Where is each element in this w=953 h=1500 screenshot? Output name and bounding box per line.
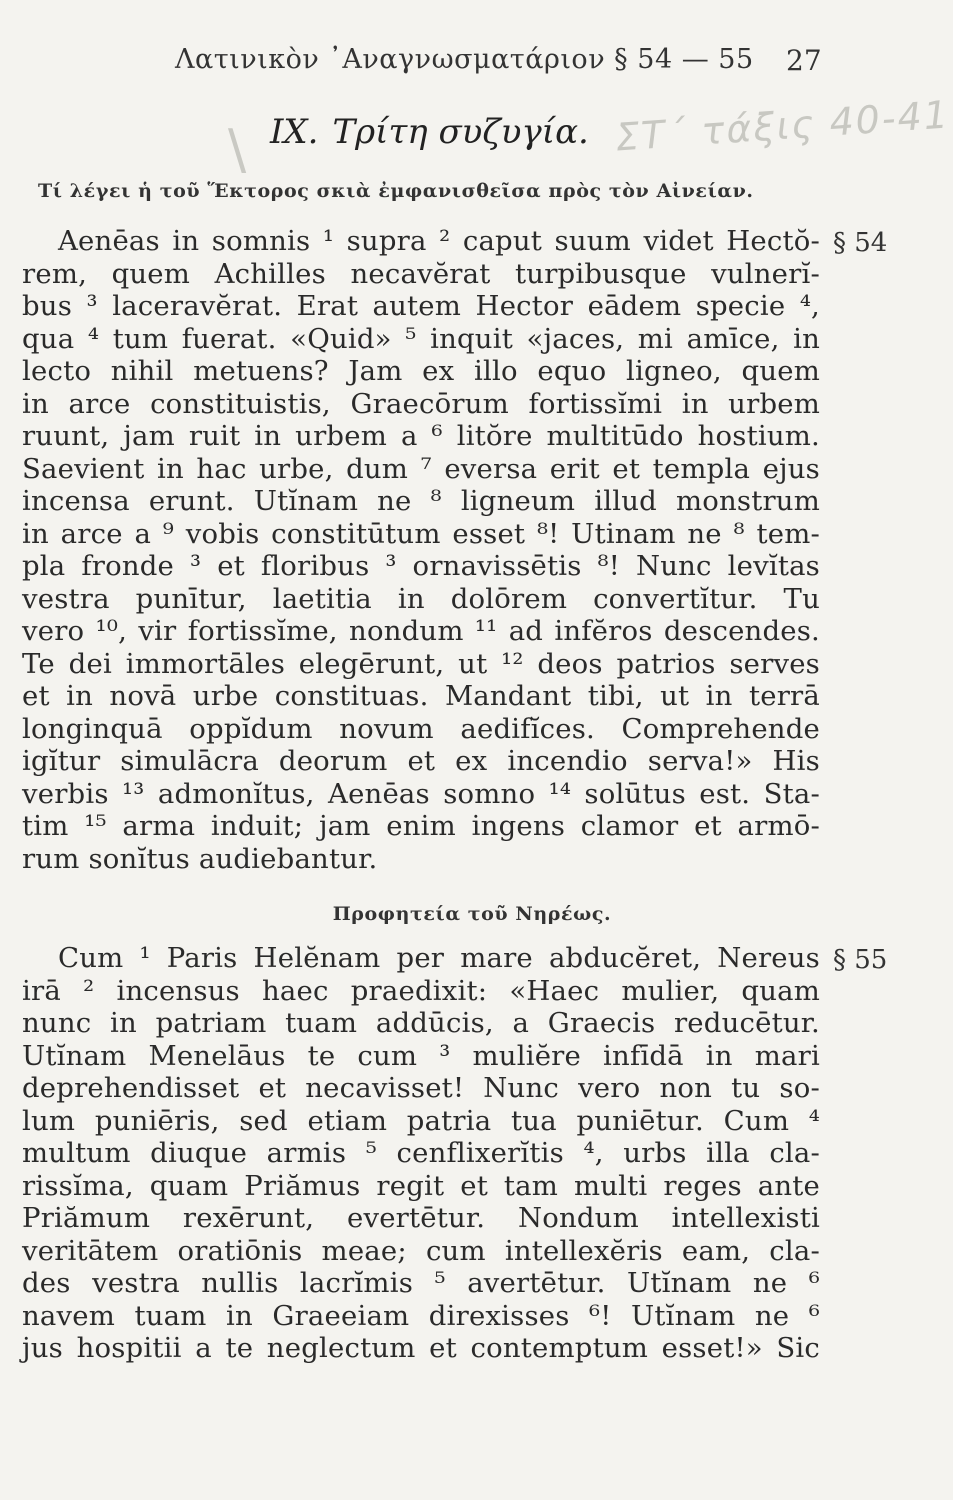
text-line: in arce constituistis, Graecōrum fortissĭmi in urbem bbox=[22, 387, 820, 420]
lesson-title: Τρίτη συζυγία. bbox=[332, 112, 589, 152]
text-line: ruunt, jam ruit in urbem a ⁶ litŏre multitūdo hostium. bbox=[22, 420, 820, 452]
section-55-mark: § 55 bbox=[833, 945, 888, 975]
text-line: pla fronde ³ et floribus ³ ornavissētis ⁸! Nunc levĭtas bbox=[22, 550, 820, 582]
text-line: des vestra nullis lacrĭmis ⁵ avertētur. Utĭnam ne ⁶ bbox=[22, 1267, 820, 1299]
text-line: rissĭma, quam Priămus regit et tam multi reges ante bbox=[22, 1169, 820, 1202]
page-number: 27 bbox=[786, 44, 822, 77]
section-55-paragraph bbox=[22, 942, 820, 1365]
running-title: Λατινικὸν ᾿Αναγνωσματάριον § 54 — 55 bbox=[175, 44, 754, 75]
text-line: Saevient in hac urbe, dum ⁷ eversa erit et templa ejus bbox=[22, 452, 820, 485]
text-line: lecto nihil metuens? Jam ex illo equo ligneo, quem bbox=[22, 355, 820, 387]
text-line: vestra punītur, laetitia in dolōrem convertĭtur. Tu bbox=[22, 582, 820, 615]
lesson-heading bbox=[270, 112, 589, 152]
text-line: rum sonĭtus audiebantur. bbox=[22, 842, 378, 875]
text-line: Te dei immortāles elegērunt, ut ¹² deos patrios serves bbox=[22, 647, 820, 680]
text-line: rem, quem Achilles necavĕrat turpibusque vulnerĭ- bbox=[22, 257, 820, 290]
text-line: Utĭnam Menelāus te cum ³ muliĕre infīdā in mari bbox=[22, 1039, 820, 1072]
text-line: longinquā oppĭdum novum aedifĭces. Comprehende bbox=[22, 712, 820, 745]
text-line: jus hospitii a te neglectum et contemptum esset!» Sic bbox=[22, 1332, 820, 1364]
text-line: Cum ¹ Paris Helĕnam per mare abducĕret, Nereus bbox=[58, 942, 820, 974]
section-55-heading: Προφητεία τοῦ Νηρέως. bbox=[332, 903, 612, 925]
text-line: irā ² incensus haec praedixit: «Haec mulier, quam bbox=[22, 974, 820, 1007]
text-line: qua ⁴ tum fuerat. «Quid» ⁵ inquit «jaces, mi amīce, in bbox=[22, 322, 820, 355]
lesson-number: IX. bbox=[270, 112, 319, 152]
text-line: navem tuam in Graeeiam direxisses ⁶! Utĭnam ne ⁶ bbox=[22, 1299, 820, 1332]
text-line: deprehendisset et necavisset! Nunc vero non tu so- bbox=[22, 1072, 820, 1104]
text-line: veritātem oratiōnis meae; cum intellexĕris eam, cla- bbox=[22, 1234, 820, 1267]
text-line: incensa erunt. Utĭnam ne ⁸ ligneum illud monstrum bbox=[22, 485, 820, 517]
text-line: et in novā urbe constituas. Mandant tibi, ut in terrā bbox=[22, 680, 820, 712]
text-line: bus ³ laceravĕrat. Erat autem Hector eādem specie ⁴, bbox=[22, 290, 820, 322]
handwritten-annotation: ΣΤ΄ τάξις 40-41 bbox=[613, 92, 952, 160]
text-line: verbis ¹³ admonĭtus, Aenēas somno ¹⁴ solūtus est. Sta- bbox=[22, 777, 820, 810]
text-line: lum puniēris, sed etiam patria tua puniētur. Cum ⁴ bbox=[22, 1104, 820, 1137]
running-head bbox=[0, 44, 953, 84]
text-line: multum diuque armis ⁵ cenflixerĭtis ⁴, urbs illa cla- bbox=[22, 1137, 820, 1169]
text-line: Aenēas in somnis ¹ supra ² caput suum videt Hectŏ- bbox=[58, 225, 820, 257]
text-line: nunc in patriam tuam addūcis, a Graecis reducētur. bbox=[22, 1007, 820, 1039]
section-54-paragraph bbox=[22, 225, 820, 875]
section-54-heading: Τί λέγει ἡ τοῦ Ἕκτορος σκιὰ ἐμφανισθεῖσα πρὸς τὸν Αἰνείαν. bbox=[38, 180, 754, 202]
text-line: igĭtur simulācra deorum et ex incendio serva!» His bbox=[22, 745, 820, 777]
text-line: Priămum rexērunt, evertētur. Nondum intellexisti bbox=[22, 1202, 820, 1234]
text-line: tim ¹⁵ arma induit; jam enim ingens clamor et armō- bbox=[22, 810, 820, 842]
text-line: vero ¹⁰, vir fortissĭme, nondum ¹¹ ad infĕros descendes. bbox=[22, 615, 820, 647]
section-54-mark: § 54 bbox=[833, 228, 888, 258]
pencil-mark: \ bbox=[228, 118, 247, 181]
text-line: in arce a ⁹ vobis constitūtum esset ⁸! Utinam ne ⁸ tem- bbox=[22, 517, 820, 550]
